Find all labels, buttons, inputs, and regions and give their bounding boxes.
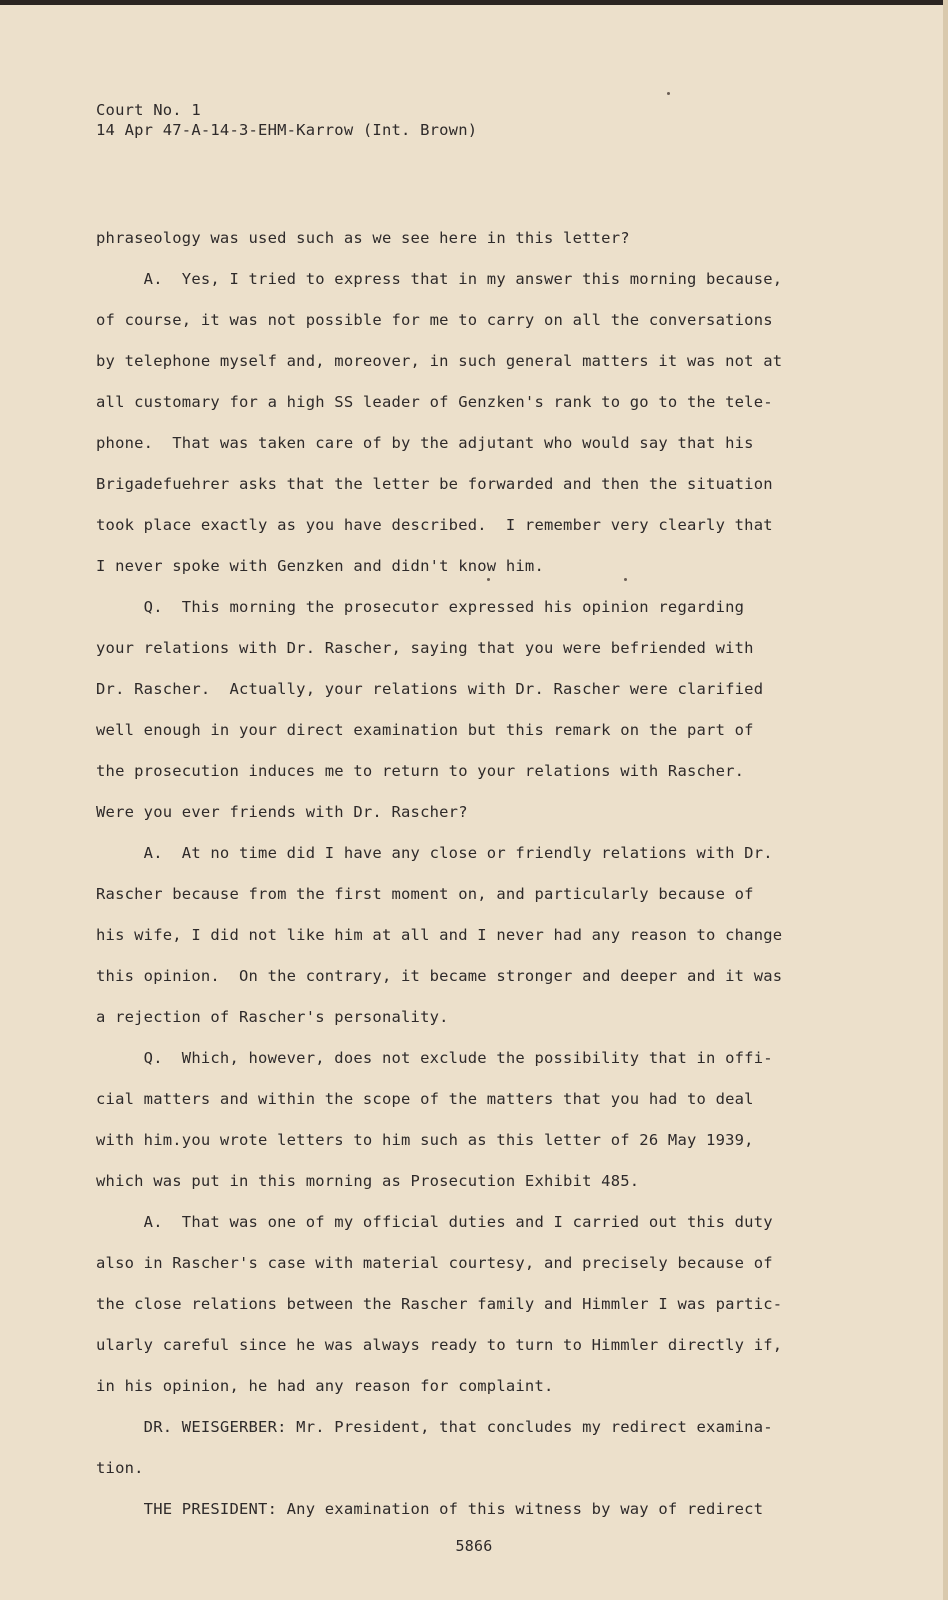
transcript-body — [96, 218, 856, 1530]
page-edge-right — [943, 0, 948, 1600]
transcript-line: Brigadefuehrer asks that the letter be forwarded and then the situation — [96, 475, 773, 493]
paper-speck — [487, 578, 490, 581]
transcript-line: took place exactly as you have described. I remember very clearly that — [96, 516, 773, 534]
court-number: Court No. 1 — [96, 101, 201, 119]
transcript-line: which was put in this morning as Prosecution Exhibit 485. — [96, 1172, 640, 1190]
paper-speck — [667, 92, 670, 95]
transcript-line: phone. That was taken care of by the adjutant who would say that his — [96, 434, 754, 452]
transcript-line: Q. This morning the prosecutor expressed his opinion regarding — [96, 598, 745, 616]
transcript-line: this opinion. On the contrary, it became stronger and deeper and it was — [96, 967, 783, 985]
transcript-reference: 14 Apr 47-A-14-3-EHM-Karrow (Int. Brown) — [96, 121, 478, 139]
transcript-line: Dr. Rascher. Actually, your relations with Dr. Rascher were clarified — [96, 680, 764, 698]
document-header — [96, 100, 477, 140]
transcript-line: ularly careful since he was always ready to turn to Himmler directly if, — [96, 1336, 783, 1354]
transcript-line: all customary for a high SS leader of Genzken's rank to go to the tele- — [96, 393, 773, 411]
transcript-line: cial matters and within the scope of the matters that you had to deal — [96, 1090, 754, 1108]
transcript-line: with him.you wrote letters to him such as this letter of 26 May 1939, — [96, 1131, 754, 1149]
transcript-line: DR. WEISGERBER: Mr. President, that concludes my redirect examina- — [96, 1418, 773, 1436]
transcript-line: tion. — [96, 1459, 144, 1477]
transcript-line: of course, it was not possible for me to carry on all the conversations — [96, 311, 773, 329]
transcript-line: also in Rascher's case with material courtesy, and precisely because of — [96, 1254, 773, 1272]
transcript-line: a rejection of Rascher's personality. — [96, 1008, 449, 1026]
transcript-line: A. Yes, I tried to express that in my answer this morning because, — [96, 270, 783, 288]
transcript-line: by telephone myself and, moreover, in such general matters it was not at — [96, 352, 783, 370]
transcript-line: well enough in your direct examination but this remark on the part of — [96, 721, 754, 739]
transcript-line: the prosecution induces me to return to your relations with Rascher. — [96, 762, 745, 780]
transcript-line: THE PRESIDENT: Any examination of this witness by way of redirect — [96, 1500, 764, 1518]
transcript-line: Rascher because from the first moment on, and particularly because of — [96, 885, 754, 903]
transcript-line: in his opinion, he had any reason for complaint. — [96, 1377, 554, 1395]
transcript-line: the close relations between the Rascher family and Himmler I was partic- — [96, 1295, 783, 1313]
transcript-line: your relations with Dr. Rascher, saying that you were befriended with — [96, 639, 754, 657]
transcript-line: Were you ever friends with Dr. Rascher? — [96, 803, 468, 821]
transcript-line: Q. Which, however, does not exclude the possibility that in offi- — [96, 1049, 773, 1067]
page-number: 5866 — [455, 1537, 493, 1555]
transcript-line: I never spoke with Genzken and didn't know him. — [96, 557, 544, 575]
transcript-line: A. At no time did I have any close or friendly relations with Dr. — [96, 844, 773, 862]
paper-speck — [624, 578, 627, 581]
transcript-line: A. That was one of my official duties and I carried out this duty — [96, 1213, 773, 1231]
page-edge-top — [0, 0, 948, 5]
transcript-line: phraseology was used such as we see here in this letter? — [96, 229, 630, 247]
transcript-line: his wife, I did not like him at all and I never had any reason to change — [96, 926, 783, 944]
